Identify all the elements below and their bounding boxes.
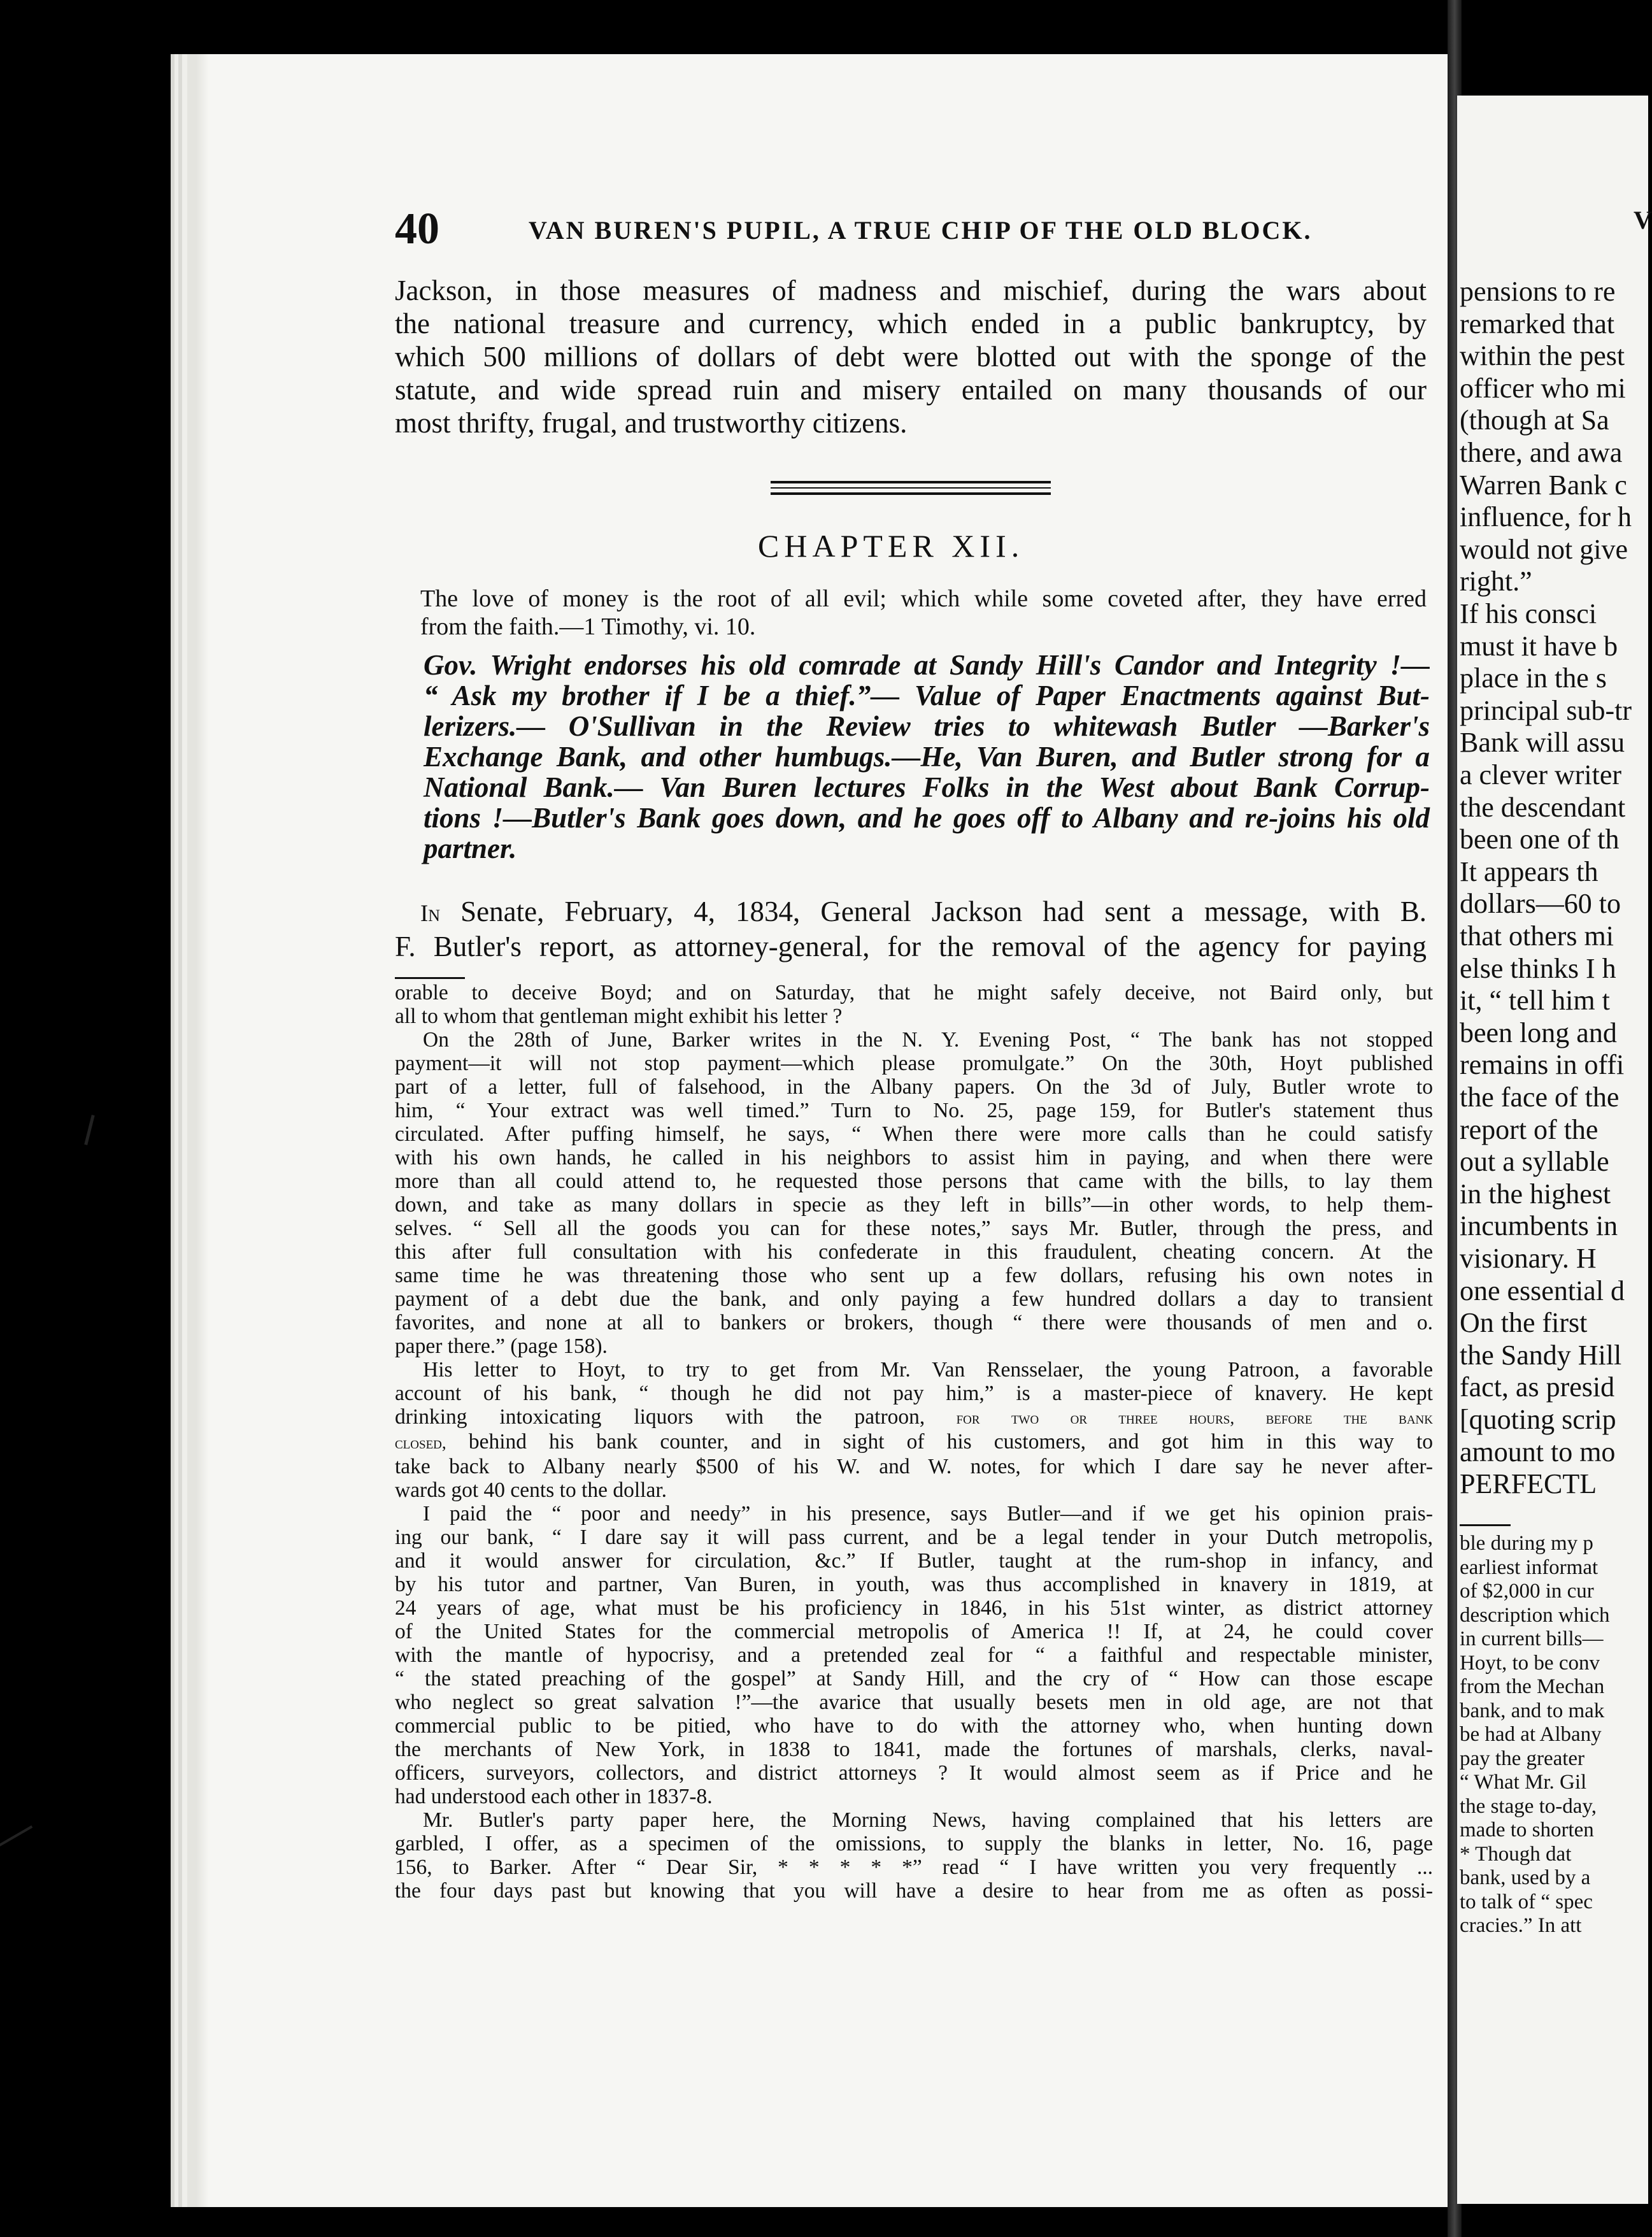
right-page-line: the descendant [1460, 791, 1626, 823]
right-page-line: pensions to re [1460, 276, 1616, 307]
text-run: behind his bank counter, and in sight of his customers, and got him in this way to [446, 1430, 1433, 1454]
right-running-head: V [1634, 206, 1652, 234]
footnote-line: and it would answer for circulation, &c.” If Butler, taught at the rum-shop in infancy, and [395, 1549, 1433, 1573]
text-line: Jackson, in those measures of madness and mischief, during the wars about [395, 275, 1427, 306]
footnote-line: payment—it will not stop payment—which please promulgate.” On the 30th, Hoyt published [395, 1052, 1433, 1075]
text-line: the national treasure and currency, which ended in a public bankruptcy, by [395, 308, 1427, 339]
footnote-line: officers, surveyors, collectors, and district attorneys ? It would almost seem as if Price and he [395, 1761, 1433, 1785]
running-head: VAN BUREN'S PUPIL, A TRUE CHIP OF THE OLD BLOCK. [529, 216, 1313, 245]
right-page-line: one essential d [1460, 1275, 1625, 1306]
footnote-line: wards got 40 cents to the dollar. [395, 1478, 667, 1502]
footnote-line: Mr. Butler's party paper here, the Morning News, having complained that his letters are [423, 1808, 1433, 1832]
right-page-line: bank, and to mak [1460, 1699, 1605, 1722]
footnote-line: by his tutor and partner, Van Buren, in youth, was thus accomplished in knavery in 1819, at [395, 1573, 1433, 1596]
footnote-line: commercial public to be pitied, who have to do with the attorney who, when hunting down [395, 1714, 1433, 1738]
footnote-line [395, 1430, 1433, 1455]
section-rule [771, 487, 1051, 489]
footnote-line: him, “ Your extract was well timed.” Turn to No. 25, page 159, for Butler's statement thus [395, 1099, 1433, 1122]
page-edge-stack [171, 54, 209, 2207]
text-line [395, 895, 1427, 930]
footnote-line: garbled, I offer, as a specimen of the omissions, to supply the blanks in letter, No. 16, page [395, 1832, 1433, 1855]
footnote-line: with the mantle of hypocrisy, and a pretended zeal for “ a faithful and respectable minister, [395, 1643, 1433, 1667]
right-page-line: must it have b [1460, 630, 1618, 662]
text-line: Exchange Bank, and other humbugs.—He, Van Buren, and Butler strong for a [424, 741, 1430, 773]
footnote-line: more than all could attend to, he requested those persons that came with the bills, to lay them [395, 1169, 1433, 1193]
text-line: lerizers.— O'Sullivan in the Review tries to whitewash Butler —Barker's [424, 710, 1430, 742]
section-rule [771, 481, 1051, 483]
right-page-line: made to shorten [1460, 1819, 1594, 1841]
right-page-line: remains in offi [1460, 1049, 1625, 1081]
small-caps-run: closed, [395, 1433, 446, 1452]
right-page-line: influence, for h [1460, 501, 1632, 533]
footnote-line: “ the stated preaching of the gospel” at Sandy Hill, and the cry of “ How can those escape [395, 1667, 1433, 1690]
footnote-line: account of his bank, “ though he did not pay him,” is a master-piece of knavery. He kept [395, 1382, 1433, 1405]
small-caps-run: for two or three hours, before the bank [925, 1408, 1433, 1427]
page-number: 40 [395, 204, 439, 254]
right-page-line: in current bills— [1460, 1627, 1604, 1650]
right-page-line: Bank will assu [1460, 727, 1625, 759]
right-page-line: else thinks I h [1460, 952, 1616, 984]
right-page-line: to talk of “ spec [1460, 1890, 1593, 1913]
footnote-line: orable to deceive Boyd; and on Saturday, that he might safely deceive, not Baird only, but [395, 981, 1433, 1004]
right-page-line: remarked that [1460, 308, 1615, 339]
right-page-line: place in the s [1460, 662, 1607, 694]
right-page-line: principal sub-tr [1460, 694, 1632, 726]
right-page-line: On the first [1460, 1307, 1588, 1339]
footnote-rule [1460, 1524, 1511, 1526]
margin-mark [0, 1826, 32, 1850]
text-line: Gov. Wright endorses his old comrade at Sandy Hill's Candor and Integrity !— [424, 649, 1430, 681]
text-line: The love of money is the root of all evil; which while some coveted after, they have erred [420, 585, 1427, 612]
right-page-line: out a syllable [1460, 1146, 1609, 1178]
right-page-line: a clever writer [1460, 759, 1622, 790]
text-line: statute, and wide spread ruin and misery entailed on many thousands of our [395, 374, 1427, 406]
right-page-line: It appears th [1460, 855, 1599, 887]
right-page-line: * Though dat [1460, 1842, 1572, 1866]
right-page-line: Warren Bank c [1460, 469, 1627, 501]
text-run: Senate, February, 4, 1834, General Jackson had sent a message, with B. [440, 896, 1427, 927]
right-page-line: dollars—60 to [1460, 888, 1621, 920]
footnote-line: payment of a debt due the bank, and only paying a few hundred dollars a day to transient [395, 1287, 1433, 1311]
right-page-line: the Sandy Hill [1460, 1339, 1622, 1371]
text-line: which 500 millions of dollars of debt were blotted out with the sponge of the [395, 341, 1427, 373]
right-page-line: PERFECTL [1460, 1468, 1597, 1500]
right-page-line: (though at Sa [1460, 404, 1609, 436]
right-page-line: officer who mi [1460, 372, 1626, 404]
text-line: most thrifty, frugal, and trustworthy citizens. [395, 407, 908, 439]
footnote-line: this after full consultation with his confederate in this fraudulent, cheating concern. At the [395, 1240, 1433, 1264]
text-line: tions !—Butler's Bank goes down, and he goes off to Albany and re-joins his old [424, 802, 1430, 834]
footnote-line: with his own hands, he called in his neighbors to assist him in paying, and when there were [395, 1146, 1433, 1169]
right-page-line: bank, used by a [1460, 1866, 1591, 1889]
body-paragraph [395, 895, 1427, 963]
chapter-epigraph [420, 585, 1427, 641]
footnote-line: On the 28th of June, Barker writes in the N. Y. Evening Post, “ The bank has not stopped [423, 1028, 1433, 1052]
footnote-line: who neglect so great salvation !”—the avarice that usually besets men in old age, are not that [395, 1690, 1433, 1714]
footnote-line: part of a letter, full of falsehood, in the Albany papers. On the 3d of July, Butler wrote to [395, 1075, 1433, 1099]
text-run: drinking intoxicating liquors with the patroon, [395, 1405, 925, 1429]
footnote-rule [395, 977, 465, 979]
right-page-line: cracies.” In att [1460, 1914, 1582, 1937]
footnote-line: of the United States for the commercial metropolis of America !! If, at 24, he could cover [395, 1620, 1433, 1643]
footnote-line: 156, to Barker. After “ Dear Sir, * * * * *” read “ I have written you very frequently ... [395, 1855, 1433, 1879]
footnote-line [395, 1405, 1433, 1430]
text-line: partner. [424, 833, 517, 864]
right-page-line: fact, as presid [1460, 1371, 1615, 1403]
footnote-line: the merchants of New York, in 1838 to 1841, made the fortunes of marshals, clerks, naval- [395, 1738, 1433, 1761]
text-line: National Bank.— Van Buren lectures Folks in the West about Bank Corrup- [424, 771, 1430, 803]
right-page-line: be had at Albany [1460, 1723, 1602, 1746]
footnote-line: take back to Albany nearly $500 of his W. and W. notes, for which I dare say he never after- [395, 1455, 1433, 1478]
section-rule [771, 492, 1051, 495]
right-page-line: description which [1460, 1603, 1610, 1627]
right-page-line: the stage to-day, [1460, 1794, 1597, 1818]
right-page-line: report of the [1460, 1113, 1599, 1145]
lead-word: In [420, 900, 441, 926]
footnote-line: His letter to Hoyt, to try to get from Mr. Van Rensselaer, the young Patroon, a favorable [423, 1358, 1433, 1382]
right-page-line: been one of th [1460, 824, 1620, 855]
right-page-line: there, and awa [1460, 437, 1623, 468]
footnote-line: had understood each other in 1837-8. [395, 1785, 713, 1808]
text-line: “ Ask my brother if I be a thief.”— Value of Paper Enactments against But- [424, 680, 1430, 711]
footnote-line: paper there.” (page 158). [395, 1334, 608, 1358]
right-page-line: the face of the [1460, 1082, 1620, 1113]
text-line: F. Butler's report, as attorney-general, for the removal of the agency for paying [395, 931, 1427, 962]
chapter-synopsis [424, 650, 1430, 864]
right-page-line: it, “ tell him t [1460, 985, 1610, 1017]
margin-mark [84, 1115, 94, 1145]
right-page-line: amount to mo [1460, 1436, 1616, 1468]
right-page-line: that others mi [1460, 920, 1614, 952]
footnote-line: same time he was threatening those who sent up a few dollars, refusing his own notes in [395, 1264, 1433, 1287]
footnote-line: selves. “ Sell all the goods you can for these notes,” says Mr. Butler, through the press, and [395, 1217, 1433, 1240]
right-page-line: in the highest [1460, 1178, 1611, 1210]
right-page-line: [quoting scrip [1460, 1404, 1616, 1435]
carryover-paragraph [395, 274, 1427, 440]
footnote-line: ing our bank, “ I dare say it will pass current, and be a legal tender in your Dutch metropolis, [395, 1526, 1433, 1549]
footnote-line: 24 years of age, what must be his proficiency in 1846, in his 51st winter, as district attorney [395, 1596, 1433, 1620]
right-page-line: from the Mechan [1460, 1675, 1605, 1698]
right-page-line: of $2,000 in cur [1460, 1580, 1594, 1603]
footnote-line: down, and take as many dollars in specie as they left in bills”—in other words, to help them- [395, 1193, 1433, 1217]
right-page-line: pay the greater [1460, 1747, 1585, 1770]
footnote-block [395, 981, 1433, 1903]
right-page-line: right.” [1460, 566, 1532, 597]
right-page-line: Hoyt, to be conv [1460, 1651, 1600, 1675]
footnote-line: all to whom that gentleman might exhibit his letter ? [395, 1004, 843, 1028]
right-page-line: earliest informat [1460, 1555, 1599, 1579]
text-line: from the faith.—1 Timothy, vi. 10. [420, 613, 756, 640]
right-page-line: “ What Mr. Gil [1460, 1771, 1587, 1794]
right-page-line: been long and [1460, 1017, 1617, 1048]
footnote-line: the four days past but knowing that you will have a desire to hear from me as often as possi- [395, 1879, 1433, 1903]
right-page-line: ble during my p [1460, 1532, 1593, 1555]
right-page-line: visionary. H [1460, 1243, 1597, 1274]
footnote-line: circulated. After puffing himself, he says, “ When there were more calls than he could satisfy [395, 1122, 1433, 1146]
right-page-line: If his consci [1460, 598, 1597, 629]
footnote-line: I paid the “ poor and needy” in his presence, says Butler—and if we get his opinion prais- [423, 1502, 1433, 1526]
right-page-line: would not give [1460, 533, 1628, 565]
right-page-line: incumbents in [1460, 1210, 1618, 1242]
footnote-line: favorites, and none at all to bankers or brokers, though “ there were thousands of men and o. [395, 1311, 1433, 1334]
right-page-line: within the pest [1460, 340, 1625, 372]
chapter-title: CHAPTER XII. [758, 528, 1025, 564]
